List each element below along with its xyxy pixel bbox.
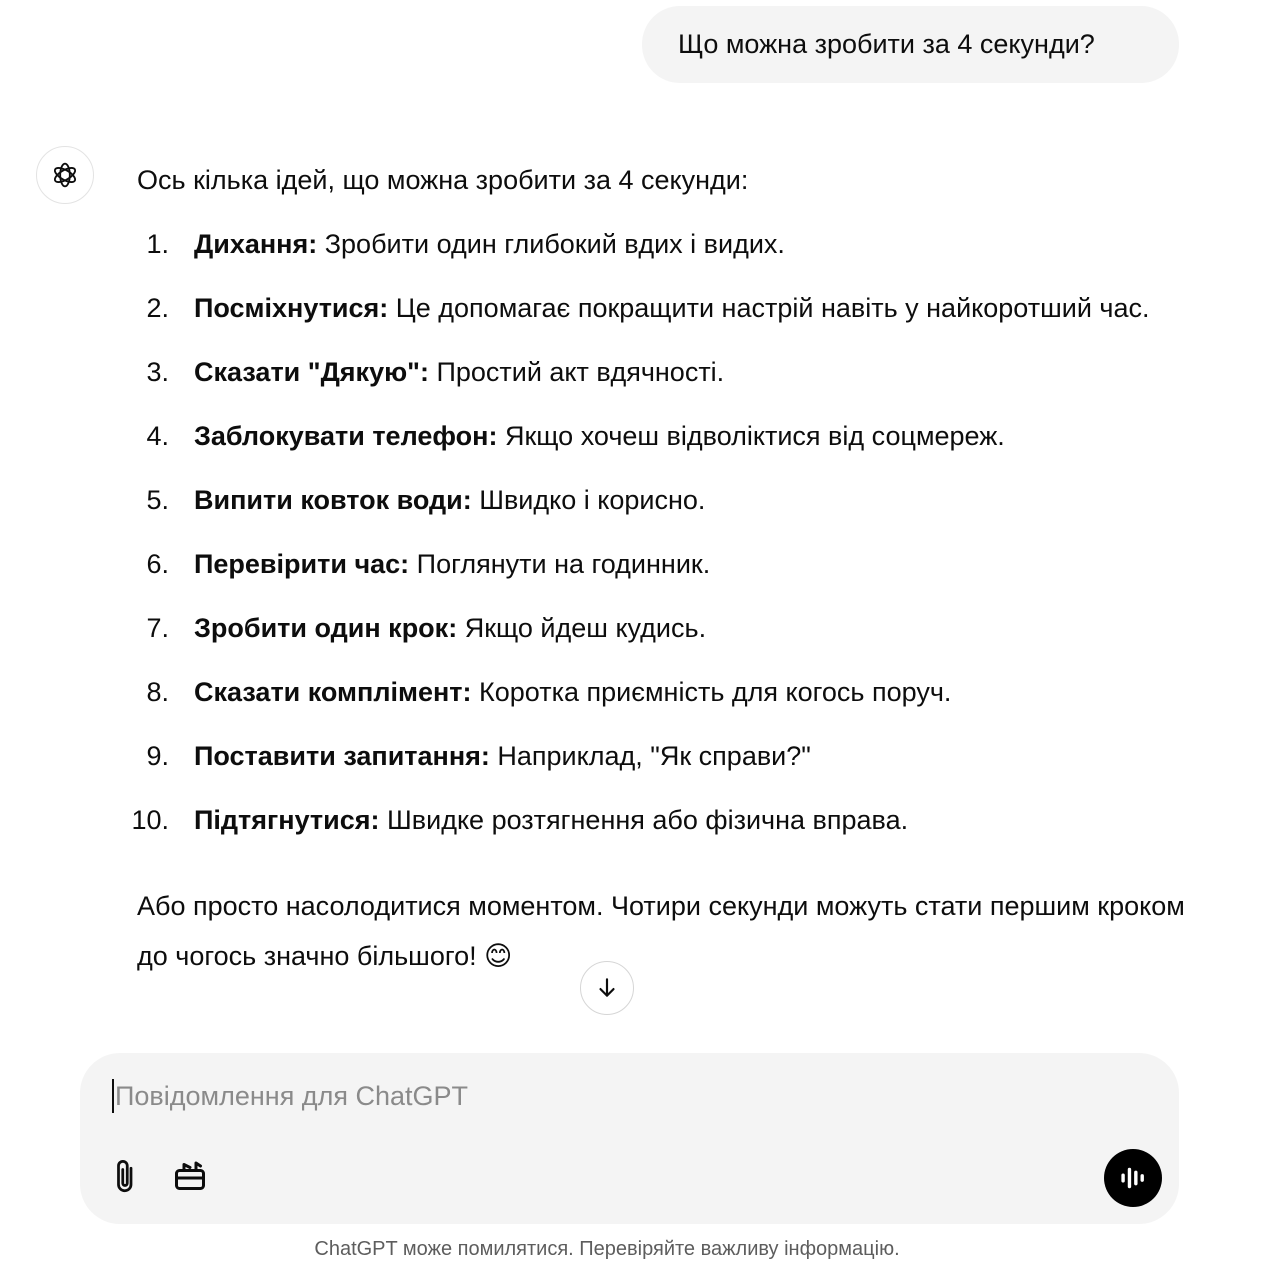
assistant-intro: Ось кілька ідей, що можна зробити за 4 секунди: xyxy=(137,165,749,195)
list-item xyxy=(137,219,1197,269)
list-item xyxy=(137,411,1197,461)
list-item xyxy=(137,283,1197,333)
paperclip-icon xyxy=(111,1158,141,1196)
openai-logo-icon xyxy=(36,146,94,204)
item-number: 3. xyxy=(146,357,169,387)
item-number: 9. xyxy=(146,741,169,771)
ideas-list xyxy=(131,219,1197,845)
item-title: Посміхнутися: xyxy=(194,293,389,323)
item-number: 2. xyxy=(146,293,169,323)
user-message-bubble xyxy=(642,6,1179,83)
scroll-to-bottom-button[interactable] xyxy=(580,961,634,1015)
item-title: Зробити один крок: xyxy=(194,613,458,643)
arrow-down-icon xyxy=(594,975,620,1001)
voice-waveform-icon xyxy=(1116,1161,1150,1195)
item-text: Коротка приємність для когось поруч. xyxy=(471,677,952,707)
list-item xyxy=(137,667,1197,717)
list-item xyxy=(137,539,1197,589)
item-text: Швидке розтягнення або фізична вправа. xyxy=(379,805,909,835)
list-item xyxy=(137,347,1197,397)
item-title: Сказати комплімент: xyxy=(194,677,472,707)
assistant-message xyxy=(131,155,1197,981)
disclaimer-text: ChatGPT може помилятися. Перевіряйте важливу інформацію. xyxy=(314,1238,900,1260)
item-number: 1. xyxy=(146,229,169,259)
item-text: Якщо йдеш кудись. xyxy=(457,613,707,643)
item-title: Дихання: xyxy=(194,229,318,259)
assistant-outro: Або просто насолодитися моментом. Чотири секунди можуть стати першим кроком до чогось значно більшого! 😊 xyxy=(137,891,1185,971)
item-title: Підтягнутися: xyxy=(194,805,380,835)
item-title: Сказати "Дякую": xyxy=(194,357,429,387)
item-number: 8. xyxy=(146,677,169,707)
item-title: Випити ковток води: xyxy=(194,485,472,515)
voice-mode-button[interactable] xyxy=(1104,1149,1162,1207)
item-number: 5. xyxy=(146,485,169,515)
toolbox-icon xyxy=(172,1157,208,1193)
item-title: Перевірити час: xyxy=(194,549,410,579)
list-item xyxy=(137,475,1197,525)
item-text: Це допомагає покращити настрій навіть у найкоротший час. xyxy=(388,293,1150,323)
message-input[interactable]: Повідомлення для ChatGPT xyxy=(112,1079,468,1113)
item-number: 4. xyxy=(146,421,169,451)
user-message-text: Що можна зробити за 4 секунди? xyxy=(678,29,1095,59)
attach-button[interactable] xyxy=(108,1157,144,1197)
item-text: Поглянути на годинник. xyxy=(409,549,711,579)
list-item xyxy=(131,795,1197,845)
item-number: 10. xyxy=(131,805,169,835)
item-title: Заблокувати телефон: xyxy=(194,421,498,451)
item-text: Простий акт вдячності. xyxy=(428,357,725,387)
item-text: Зробити один глибокий вдих і видих. xyxy=(317,229,785,259)
item-text: Швидко і корисно. xyxy=(471,485,706,515)
item-number: 6. xyxy=(146,549,169,579)
item-text: Наприклад, "Як справи?" xyxy=(489,741,811,771)
item-title: Поставити запитання: xyxy=(194,741,490,771)
item-number: 7. xyxy=(146,613,169,643)
list-item xyxy=(137,731,1197,781)
list-item xyxy=(137,603,1197,653)
tools-button[interactable] xyxy=(170,1155,210,1195)
item-text: Якщо хочеш відволіктися від соцмереж. xyxy=(497,421,1005,451)
message-composer xyxy=(80,1053,1179,1224)
